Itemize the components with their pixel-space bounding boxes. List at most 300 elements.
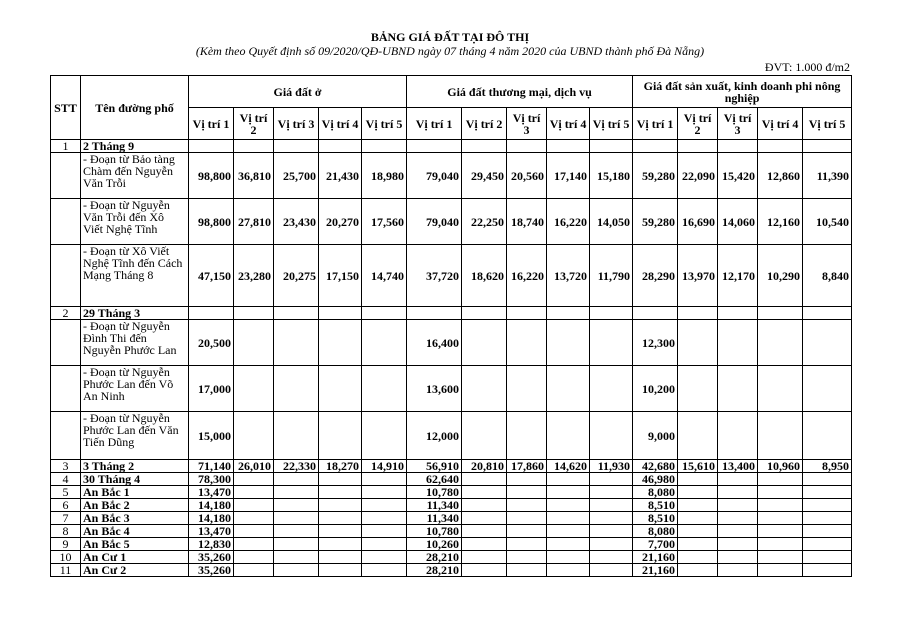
price-cell <box>462 140 507 153</box>
price-cell <box>319 499 362 512</box>
table-row <box>51 412 852 460</box>
price-cell <box>590 538 633 551</box>
unit-label: ĐVT: 1.000 đ/m2 <box>764 60 850 74</box>
price-cell <box>319 551 362 564</box>
price-cell <box>234 538 274 551</box>
price-cell <box>319 564 362 577</box>
price-cell: 17,000 <box>189 366 234 412</box>
price-cell: 12,300 <box>633 320 678 366</box>
price-cell <box>462 564 507 577</box>
price-cell <box>234 564 274 577</box>
price-cell <box>758 564 803 577</box>
price-cell: 16,220 <box>547 199 590 245</box>
price-cell <box>547 140 590 153</box>
price-cell: 14,180 <box>189 499 234 512</box>
price-cell <box>633 140 678 153</box>
price-cell: 36,810 <box>234 153 274 199</box>
price-cell <box>718 538 758 551</box>
price-cell <box>462 499 507 512</box>
price-cell <box>718 525 758 538</box>
price-cell <box>234 140 274 153</box>
price-cell: 14,740 <box>362 245 407 307</box>
price-cell: 12,160 <box>758 199 803 245</box>
price-cell <box>758 551 803 564</box>
price-cell <box>547 307 590 320</box>
price-cell: 35,260 <box>189 564 234 577</box>
price-cell <box>274 320 319 366</box>
price-cell <box>547 486 590 499</box>
price-cell <box>590 140 633 153</box>
header-position: Vị trí 4 <box>547 108 590 140</box>
price-cell <box>319 140 362 153</box>
price-cell <box>362 551 407 564</box>
price-cell: 18,270 <box>319 460 362 473</box>
price-cell <box>234 320 274 366</box>
table-row <box>51 512 852 525</box>
price-cell <box>678 564 718 577</box>
price-cell <box>547 366 590 412</box>
price-cell <box>319 307 362 320</box>
price-cell <box>507 512 547 525</box>
price-cell <box>803 307 852 320</box>
price-cell <box>678 366 718 412</box>
price-cell <box>718 140 758 153</box>
price-cell: 15,000 <box>189 412 234 460</box>
price-cell: 25,700 <box>274 153 319 199</box>
header-position: Vị trí 1 <box>189 108 234 140</box>
price-cell <box>678 538 718 551</box>
price-cell <box>407 307 462 320</box>
price-cell <box>319 486 362 499</box>
price-cell <box>274 538 319 551</box>
price-cell <box>678 320 718 366</box>
price-cell <box>319 512 362 525</box>
price-cell <box>234 499 274 512</box>
price-cell <box>362 366 407 412</box>
price-cell: 27,810 <box>234 199 274 245</box>
price-cell: 13,400 <box>718 460 758 473</box>
header-position: Vị trí 3 <box>274 108 319 140</box>
price-cell: 13,970 <box>678 245 718 307</box>
price-cell: 10,960 <box>758 460 803 473</box>
price-cell <box>803 140 852 153</box>
price-cell: 16,220 <box>507 245 547 307</box>
row-stt: 11 <box>51 564 81 577</box>
price-cell <box>507 551 547 564</box>
price-cell <box>274 366 319 412</box>
price-cell <box>507 473 547 486</box>
header-group-production: Giá đất sản xuất, kinh doanh phi nông nghiệp <box>633 76 852 108</box>
price-cell <box>274 512 319 525</box>
price-cell <box>758 512 803 525</box>
price-cell <box>590 473 633 486</box>
price-cell: 20,500 <box>189 320 234 366</box>
row-street-name: An Bắc 1 <box>81 486 189 499</box>
price-cell <box>234 551 274 564</box>
price-cell <box>362 307 407 320</box>
price-cell <box>590 564 633 577</box>
price-cell: 20,275 <box>274 245 319 307</box>
header-group-residential: Giá đất ở <box>189 76 407 108</box>
header-position: Vị trí 5 <box>362 108 407 140</box>
price-cell <box>462 525 507 538</box>
table-row <box>51 320 852 366</box>
price-cell: 14,910 <box>362 460 407 473</box>
row-street-name: An Bắc 4 <box>81 525 189 538</box>
price-cell <box>274 140 319 153</box>
price-cell <box>189 140 234 153</box>
price-cell: 11,390 <box>803 153 852 199</box>
price-cell: 14,620 <box>547 460 590 473</box>
price-cell <box>758 320 803 366</box>
table-row <box>51 473 852 486</box>
price-cell: 16,690 <box>678 199 718 245</box>
table-row <box>51 140 852 153</box>
price-cell: 13,470 <box>189 525 234 538</box>
row-stt: 4 <box>51 473 81 486</box>
price-cell <box>362 412 407 460</box>
price-cell <box>758 307 803 320</box>
price-cell: 8,950 <box>803 460 852 473</box>
price-cell <box>234 525 274 538</box>
price-cell <box>274 551 319 564</box>
price-cell <box>803 499 852 512</box>
row-stt: 2 <box>51 307 81 320</box>
price-cell <box>718 473 758 486</box>
price-cell <box>678 525 718 538</box>
price-cell <box>758 525 803 538</box>
price-cell <box>590 412 633 460</box>
price-cell: 18,980 <box>362 153 407 199</box>
price-cell <box>633 307 678 320</box>
price-cell <box>678 473 718 486</box>
row-stt <box>51 153 81 199</box>
price-cell <box>758 140 803 153</box>
row-street-name: - Đoạn từ Xô Viết Nghệ Tĩnh đến Cách Mạng Tháng 8 <box>81 245 189 307</box>
price-cell <box>590 512 633 525</box>
price-cell <box>547 320 590 366</box>
price-cell <box>189 307 234 320</box>
price-cell <box>507 412 547 460</box>
price-cell: 47,150 <box>189 245 234 307</box>
table-row <box>51 499 852 512</box>
price-cell <box>803 366 852 412</box>
price-cell: 20,270 <box>319 199 362 245</box>
row-stt: 3 <box>51 460 81 473</box>
price-cell <box>758 473 803 486</box>
price-cell <box>718 412 758 460</box>
price-cell: 15,180 <box>590 153 633 199</box>
price-cell <box>718 564 758 577</box>
price-cell <box>274 525 319 538</box>
price-cell <box>590 320 633 366</box>
row-street-name: - Đoạn từ Bảo tàng Chàm đến Nguyễn Văn Trỗi <box>81 153 189 199</box>
price-cell: 10,540 <box>803 199 852 245</box>
price-cell: 10,200 <box>633 366 678 412</box>
row-street-name: - Đoạn từ Nguyễn Phước Lan đến Võ An Ninh <box>81 366 189 412</box>
table-row <box>51 153 852 199</box>
price-cell: 71,140 <box>189 460 234 473</box>
row-street-name: 3 Tháng 2 <box>81 460 189 473</box>
header-position: Vị trí 1 <box>633 108 678 140</box>
price-cell <box>319 412 362 460</box>
price-cell <box>319 525 362 538</box>
price-cell <box>462 538 507 551</box>
price-cell: 13,600 <box>407 366 462 412</box>
price-cell <box>758 412 803 460</box>
price-cell <box>319 320 362 366</box>
price-cell: 14,050 <box>590 199 633 245</box>
table-row <box>51 245 852 307</box>
header-position: Vị trí 3 <box>507 108 547 140</box>
price-cell <box>718 512 758 525</box>
price-cell <box>462 320 507 366</box>
price-cell <box>547 538 590 551</box>
price-cell <box>274 307 319 320</box>
table-row <box>51 366 852 412</box>
price-cell <box>547 525 590 538</box>
price-cell <box>274 499 319 512</box>
price-cell: 18,740 <box>507 199 547 245</box>
price-cell <box>507 320 547 366</box>
price-cell <box>803 412 852 460</box>
price-cell: 21,430 <box>319 153 362 199</box>
row-street-name: An Cư 2 <box>81 564 189 577</box>
price-cell: 79,040 <box>407 199 462 245</box>
price-cell: 28,210 <box>407 551 462 564</box>
table-row <box>51 538 852 551</box>
price-cell: 15,610 <box>678 460 718 473</box>
price-cell <box>462 512 507 525</box>
price-cell <box>234 366 274 412</box>
price-cell: 11,790 <box>590 245 633 307</box>
price-cell <box>678 499 718 512</box>
price-cell <box>758 538 803 551</box>
price-cell <box>507 366 547 412</box>
price-cell: 12,000 <box>407 412 462 460</box>
price-cell <box>362 512 407 525</box>
table-row <box>51 564 852 577</box>
price-cell: 98,800 <box>189 199 234 245</box>
price-cell: 10,780 <box>407 525 462 538</box>
price-cell: 11,930 <box>590 460 633 473</box>
table-row <box>51 460 852 473</box>
price-cell: 14,180 <box>189 512 234 525</box>
price-cell: 15,420 <box>718 153 758 199</box>
price-cell: 10,780 <box>407 486 462 499</box>
price-cell: 8,840 <box>803 245 852 307</box>
price-cell: 23,280 <box>234 245 274 307</box>
row-street-name: 2 Tháng 9 <box>81 140 189 153</box>
price-cell <box>590 366 633 412</box>
header-stt: STT <box>51 76 81 140</box>
price-cell: 12,170 <box>718 245 758 307</box>
price-cell: 59,280 <box>633 153 678 199</box>
price-cell: 28,210 <box>407 564 462 577</box>
price-cell <box>234 512 274 525</box>
price-cell: 10,260 <box>407 538 462 551</box>
price-cell: 8,510 <box>633 512 678 525</box>
row-stt: 6 <box>51 499 81 512</box>
price-cell <box>507 486 547 499</box>
price-cell <box>803 551 852 564</box>
table-row <box>51 199 852 245</box>
price-cell: 17,860 <box>507 460 547 473</box>
price-cell <box>362 564 407 577</box>
row-street-name: An Bắc 5 <box>81 538 189 551</box>
price-cell <box>803 473 852 486</box>
price-cell <box>758 366 803 412</box>
header-position: Vị trí 2 <box>678 108 718 140</box>
price-cell: 79,040 <box>407 153 462 199</box>
row-stt <box>51 245 81 307</box>
row-stt: 8 <box>51 525 81 538</box>
table-row <box>51 307 852 320</box>
row-street-name: An Bắc 2 <box>81 499 189 512</box>
price-cell: 23,430 <box>274 199 319 245</box>
price-cell: 11,340 <box>407 499 462 512</box>
price-cell: 37,720 <box>407 245 462 307</box>
price-cell: 16,400 <box>407 320 462 366</box>
price-cell <box>407 140 462 153</box>
price-cell <box>803 512 852 525</box>
price-cell: 59,280 <box>633 199 678 245</box>
price-cell <box>507 564 547 577</box>
price-cell <box>547 412 590 460</box>
header-position: Vị trí 3 <box>718 108 758 140</box>
price-cell: 13,720 <box>547 245 590 307</box>
price-cell <box>362 499 407 512</box>
row-street-name: 30 Tháng 4 <box>81 473 189 486</box>
price-cell <box>803 320 852 366</box>
row-stt: 9 <box>51 538 81 551</box>
price-cell <box>319 538 362 551</box>
price-cell: 20,560 <box>507 153 547 199</box>
price-cell: 12,860 <box>758 153 803 199</box>
price-cell <box>678 512 718 525</box>
price-cell: 21,160 <box>633 564 678 577</box>
price-cell: 12,830 <box>189 538 234 551</box>
price-cell <box>678 486 718 499</box>
row-street-name: - Đoạn từ Nguyễn Đình Thi đến Nguyễn Phước Lan <box>81 320 189 366</box>
price-cell: 14,060 <box>718 199 758 245</box>
price-cell: 8,080 <box>633 486 678 499</box>
price-cell: 22,090 <box>678 153 718 199</box>
price-cell: 7,700 <box>633 538 678 551</box>
price-cell <box>547 512 590 525</box>
price-cell: 10,290 <box>758 245 803 307</box>
price-cell: 28,290 <box>633 245 678 307</box>
price-cell <box>274 473 319 486</box>
header-position: Vị trí 2 <box>462 108 507 140</box>
price-cell: 21,160 <box>633 551 678 564</box>
header-position: Vị trí 5 <box>590 108 633 140</box>
row-stt <box>51 412 81 460</box>
price-cell: 56,910 <box>407 460 462 473</box>
row-stt: 1 <box>51 140 81 153</box>
price-cell <box>803 564 852 577</box>
row-street-name: - Đoạn từ Nguyễn Phước Lan đến Văn Tiến Dũng <box>81 412 189 460</box>
price-cell <box>547 564 590 577</box>
price-cell: 8,080 <box>633 525 678 538</box>
price-cell: 9,000 <box>633 412 678 460</box>
price-cell: 62,640 <box>407 473 462 486</box>
price-cell: 22,250 <box>462 199 507 245</box>
price-cell <box>362 525 407 538</box>
price-cell <box>274 412 319 460</box>
price-cell <box>362 320 407 366</box>
price-cell <box>362 140 407 153</box>
price-cell <box>718 486 758 499</box>
price-cell <box>678 307 718 320</box>
price-cell <box>234 412 274 460</box>
price-cell <box>803 486 852 499</box>
row-stt <box>51 366 81 412</box>
header-position: Vị trí 1 <box>407 108 462 140</box>
price-cell <box>462 473 507 486</box>
price-cell <box>462 486 507 499</box>
price-cell <box>234 473 274 486</box>
price-cell: 42,680 <box>633 460 678 473</box>
row-stt: 5 <box>51 486 81 499</box>
price-cell <box>678 551 718 564</box>
price-cell <box>507 538 547 551</box>
price-cell <box>590 551 633 564</box>
price-cell <box>547 499 590 512</box>
price-cell <box>803 525 852 538</box>
price-cell: 8,510 <box>633 499 678 512</box>
price-cell: 78,300 <box>189 473 234 486</box>
price-cell: 20,810 <box>462 460 507 473</box>
price-cell <box>319 473 362 486</box>
price-cell <box>718 551 758 564</box>
header-position: Vị trí 4 <box>319 108 362 140</box>
price-cell <box>718 307 758 320</box>
table-row <box>51 525 852 538</box>
price-cell <box>590 525 633 538</box>
price-cell <box>758 499 803 512</box>
price-cell: 18,620 <box>462 245 507 307</box>
price-cell: 17,140 <box>547 153 590 199</box>
price-cell: 35,260 <box>189 551 234 564</box>
price-cell <box>803 538 852 551</box>
table-row <box>51 486 852 499</box>
price-cell <box>718 320 758 366</box>
header-group-commercial: Giá đất thương mại, dịch vụ <box>407 76 633 108</box>
price-cell: 29,450 <box>462 153 507 199</box>
row-stt: 7 <box>51 512 81 525</box>
price-cell <box>274 564 319 577</box>
row-stt: 10 <box>51 551 81 564</box>
price-cell: 11,340 <box>407 512 462 525</box>
price-cell <box>274 486 319 499</box>
price-cell <box>234 307 274 320</box>
price-cell <box>362 473 407 486</box>
row-stt <box>51 199 81 245</box>
header-street-name: Tên đường phố <box>81 76 189 140</box>
price-cell: 98,800 <box>189 153 234 199</box>
header-position: Vị trí 5 <box>803 108 852 140</box>
table-row <box>51 551 852 564</box>
row-street-name: 29 Tháng 3 <box>81 307 189 320</box>
document-title: BẢNG GIÁ ĐẤT TẠI ĐÔ THỊ <box>370 30 530 44</box>
price-cell <box>462 307 507 320</box>
header-position: Vị trí 4 <box>758 108 803 140</box>
price-cell <box>758 486 803 499</box>
price-cell: 46,980 <box>633 473 678 486</box>
price-cell: 13,470 <box>189 486 234 499</box>
price-cell <box>462 551 507 564</box>
